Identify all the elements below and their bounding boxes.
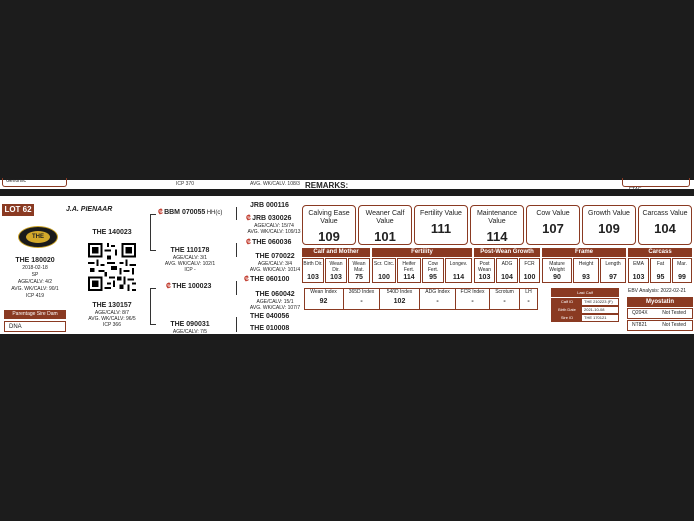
ebv-label: Weaner Calf Value (365, 210, 405, 225)
trait-fat (650, 258, 671, 283)
index-fcr (456, 288, 490, 310)
last-calf-key: Sire ID (552, 315, 582, 321)
ddd-id: THE 010008 (250, 325, 290, 332)
index-lh (520, 288, 538, 310)
trait-scr-circ (372, 258, 396, 283)
ebv-analysis-date: EBV Analysis: 2022-02-21 (628, 288, 687, 294)
index-value: - (360, 298, 363, 305)
ebv-maintenance (470, 205, 524, 245)
dam-id: THE 130157 (92, 302, 132, 309)
ebv-label: Maintenance Value (476, 210, 518, 225)
trait-longev (445, 258, 472, 283)
index-label: 365D Index (348, 289, 375, 295)
remarks-label: REMARKS: (305, 181, 349, 190)
myostatin-header: Myostatin (627, 297, 693, 307)
trait-value: 114 (403, 274, 415, 281)
sire-id: THE 140023 (92, 229, 132, 236)
sire-badge-icon: ₡ (246, 239, 252, 246)
trait-label: FCR (524, 261, 535, 267)
trait-value: 100 (378, 274, 390, 281)
last-calf-row (551, 314, 619, 322)
index-label: LH (525, 289, 532, 295)
ebv-calving-ease (302, 205, 356, 245)
ped-line (150, 288, 156, 289)
ss-suffix: HH(c) (206, 210, 223, 216)
animal-id: THE 180020 (15, 257, 55, 264)
trait-label: EMA (633, 261, 644, 267)
ebv-value: 104 (654, 221, 676, 236)
index-540d (380, 288, 420, 310)
last-calf-key: Birth Date (552, 307, 582, 313)
trait-post-wean (474, 258, 495, 283)
myostatin-value: Not Tested (662, 310, 686, 316)
ss-id: BBM 070055 (164, 209, 206, 216)
trait-heifer-fert (397, 258, 421, 283)
trait-value: 97 (609, 274, 617, 281)
previous-lot-strip (0, 178, 694, 193)
pedigree-ddd[interactable] (250, 326, 300, 332)
ebv-value: 101 (374, 229, 396, 244)
pedigree-dam-sire[interactable] (166, 284, 236, 290)
pedigree-dss[interactable] (244, 277, 302, 283)
sire-badge-icon: ₡ (246, 215, 252, 222)
animal-dob: 2018-02-18 (22, 265, 48, 271)
trait-label: Longev. (449, 261, 468, 267)
trait-value: 100 (523, 274, 536, 281)
sds-id: THE 060036 (252, 239, 292, 246)
sd-avg-calv: AVG. WK/CALV: 102/1 (164, 261, 216, 267)
sdd-avg-calv: AVG. WK/CALV: 101/4 (249, 267, 301, 273)
ped-line (236, 317, 237, 332)
trait-label: Length (605, 261, 621, 267)
index-adg (420, 288, 456, 310)
dam-avg-calv: AVG. WK/CALV: 96/5 (88, 316, 136, 322)
dam-age-calv: AGE/CALV: 8/7 (94, 310, 130, 316)
index-value: - (527, 298, 530, 305)
trait-fcr (519, 258, 540, 283)
ebv-fertility (414, 205, 468, 245)
ped-line (150, 214, 156, 215)
ped-line (236, 281, 237, 295)
trait-height (573, 258, 599, 283)
trait-value: 75 (355, 274, 363, 281)
trait-label: Height (578, 261, 594, 267)
dd-id: THE 090031 (170, 321, 210, 328)
trait-value: 99 (678, 274, 686, 281)
index-label: Wean Index (310, 289, 337, 295)
trait-label: Wean Dir. (329, 261, 343, 273)
ebv-label: Carcass Value (642, 210, 688, 217)
ped-line (150, 324, 156, 325)
trait-value: 103 (330, 274, 342, 281)
ssd-age-calv: AGE/CALV: 15/74 (254, 223, 294, 229)
pedigree-ssd[interactable] (246, 215, 302, 235)
ebv-label: Growth Value (588, 210, 630, 217)
trait-label: Wean Mat. (352, 261, 366, 273)
prev-right-field (622, 178, 690, 193)
animal-info (4, 256, 66, 300)
index-label: ADG Index (425, 289, 450, 295)
index-value: - (436, 298, 439, 305)
dss-id: THE 060100 (250, 276, 290, 283)
index-value: - (503, 298, 506, 305)
pedigree-dam[interactable] (86, 302, 138, 328)
ebv-value: 114 (486, 229, 508, 244)
last-calf-row (551, 298, 619, 306)
dsd-id: THE 060042 (255, 291, 295, 298)
trait-label: Cow Fert. (427, 261, 439, 273)
trait-label: Post Wean (478, 261, 491, 273)
trait-label: Birth Dir. (303, 261, 323, 267)
pedigree-dds[interactable] (250, 314, 300, 320)
trait-label: Mar. (677, 261, 687, 267)
dds-id: THE 040056 (250, 313, 290, 320)
lot-card (0, 196, 694, 334)
pedigree-sdd[interactable] (248, 253, 302, 273)
group-fertility: Fertility (372, 248, 472, 257)
ebv-weaner-calf (358, 205, 412, 245)
ebv-label: Fertility Value (420, 210, 462, 217)
index-wean (304, 288, 344, 310)
index-365d (344, 288, 380, 310)
myostatin-row (627, 308, 693, 319)
trait-adg (496, 258, 518, 283)
myostatin-row (627, 320, 693, 331)
trait-label: Fat (656, 261, 665, 267)
trait-value: 114 (452, 274, 465, 281)
trait-wean-mat (348, 258, 370, 283)
trait-mature-weight (542, 258, 572, 283)
trait-length (600, 258, 626, 283)
index-value: 92 (319, 298, 328, 305)
trait-value: 103 (478, 274, 491, 281)
ped-line (150, 214, 151, 250)
trait-value: 95 (429, 274, 437, 281)
last-calf-key: Calf ID (552, 299, 582, 305)
sdd-age-calv: AGE/CALV: 3/4 (257, 261, 293, 267)
index-scrotum (490, 288, 520, 310)
lot-label: LOT 62 (2, 204, 34, 216)
genomic-field: Genomic (2, 178, 67, 187)
ped-line (150, 250, 156, 251)
myostatin-value: Not Tested (662, 322, 686, 328)
prev-right-text: FTAE (629, 187, 642, 193)
ebv-label: Cow Value (536, 210, 570, 217)
ebv-carcass (638, 205, 692, 245)
ebv-cow (526, 205, 580, 245)
ebv-value: 109 (598, 221, 620, 236)
dd-age-calv: AGE/CALV: 7/5 (172, 329, 208, 335)
trait-label: Scr. Circ. (373, 261, 395, 267)
group-frame: Frame (542, 248, 626, 257)
sdd-id: THE 070022 (255, 253, 295, 260)
pedigree-dam-dam[interactable] (160, 321, 220, 335)
pedigree-sire[interactable] (86, 229, 138, 237)
ebv-label: Calving Ease Value (308, 210, 350, 225)
breeder-logo (18, 226, 58, 248)
dsd-avg-calv: AVG. WK/CALV: 107/7 (249, 305, 301, 311)
myostatin-key: Q204X (632, 310, 648, 316)
ped-line (236, 243, 237, 257)
last-calf-value: THE 210223 (F) (584, 299, 613, 304)
sd-icp: ICP - (184, 267, 196, 273)
index-label: Scrotum (495, 289, 514, 295)
group-calf-mother: Calf and Mother (302, 248, 370, 257)
index-value: - (471, 298, 474, 305)
ebv-value: 109 (318, 229, 340, 244)
trait-label: ADG (501, 261, 513, 267)
animal-age-calv: AGE/CALV: 4/2 (17, 279, 53, 285)
sd-age-calv: AGE/CALV: 3/1 (172, 255, 208, 261)
ped-line (150, 288, 151, 324)
last-calf-row (551, 306, 619, 314)
last-calf-header: Last Calf (551, 288, 619, 297)
index-value: 102 (393, 298, 406, 305)
index-label: 540D Index (386, 289, 413, 295)
group-carcass: Carcass (628, 248, 692, 257)
trait-value: 104 (501, 274, 513, 281)
prev-icp: ICP 370 (176, 181, 194, 187)
trait-cow-fert (422, 258, 444, 283)
trait-birth-dir (302, 258, 324, 283)
group-post-wean: Post-Wean Growth (474, 248, 540, 257)
trait-ema (628, 258, 649, 283)
dam-icp: ICP 366 (103, 322, 121, 328)
trait-value: 103 (307, 274, 319, 281)
animal-icp: ICP 419 (26, 293, 44, 299)
logo-text: THE (26, 231, 50, 243)
ebv-value: 111 (430, 221, 452, 236)
sire-badge-icon: ₡ (244, 276, 250, 283)
ssd-id: JRB 030026 (252, 215, 292, 222)
ssd-avg-calv: AVG. WK/CALV: 109/13 (247, 229, 301, 235)
prev-avg-calv: AVG. WK/CALV. 108/3 (250, 181, 300, 187)
trait-label: Heifer Fert. (402, 261, 416, 273)
dna-field: DNA (4, 321, 66, 332)
ebv-value: 107 (542, 221, 564, 236)
trait-label: Mature Weight (549, 261, 565, 273)
pedigree-sss[interactable] (250, 203, 300, 209)
ped-line (236, 207, 237, 220)
qr-code[interactable] (86, 241, 138, 293)
last-calf-value: 2021-10-08 (584, 307, 605, 312)
ebv-growth (582, 205, 636, 245)
sss-id: JRB 000116 (250, 202, 289, 209)
animal-avg-calv: AVG. WK/CALV: 90/1 (11, 286, 59, 292)
breeder-name: J.A. PIENAAR (66, 206, 113, 213)
trait-value: 90 (553, 274, 561, 281)
trait-mar (672, 258, 692, 283)
sd-id: THE 110178 (170, 247, 210, 254)
trait-value: 93 (582, 274, 590, 281)
pedigree-sire-sire[interactable] (158, 210, 236, 216)
dsd-age-calv: AGE/CALV: 15/1 (256, 299, 294, 305)
trait-value: 95 (656, 274, 665, 281)
index-label: FCR Index (460, 289, 485, 295)
parentage-header: Parentage Sire Dam (4, 310, 66, 319)
trait-wean-dir (325, 258, 347, 283)
sire-badge-icon: ₡ (158, 209, 164, 216)
animal-status: SP (31, 272, 39, 278)
pedigree-sds[interactable] (246, 240, 302, 246)
pedigree-sire-dam[interactable] (160, 247, 220, 273)
sire-badge-icon: ₡ (166, 283, 172, 290)
last-calf-value: THE 170121 (584, 315, 607, 320)
pedigree-dsd[interactable] (248, 291, 302, 311)
ds-id: THE 100023 (172, 283, 212, 290)
myostatin-key: NT821 (632, 322, 648, 328)
trait-value: 103 (632, 274, 645, 281)
